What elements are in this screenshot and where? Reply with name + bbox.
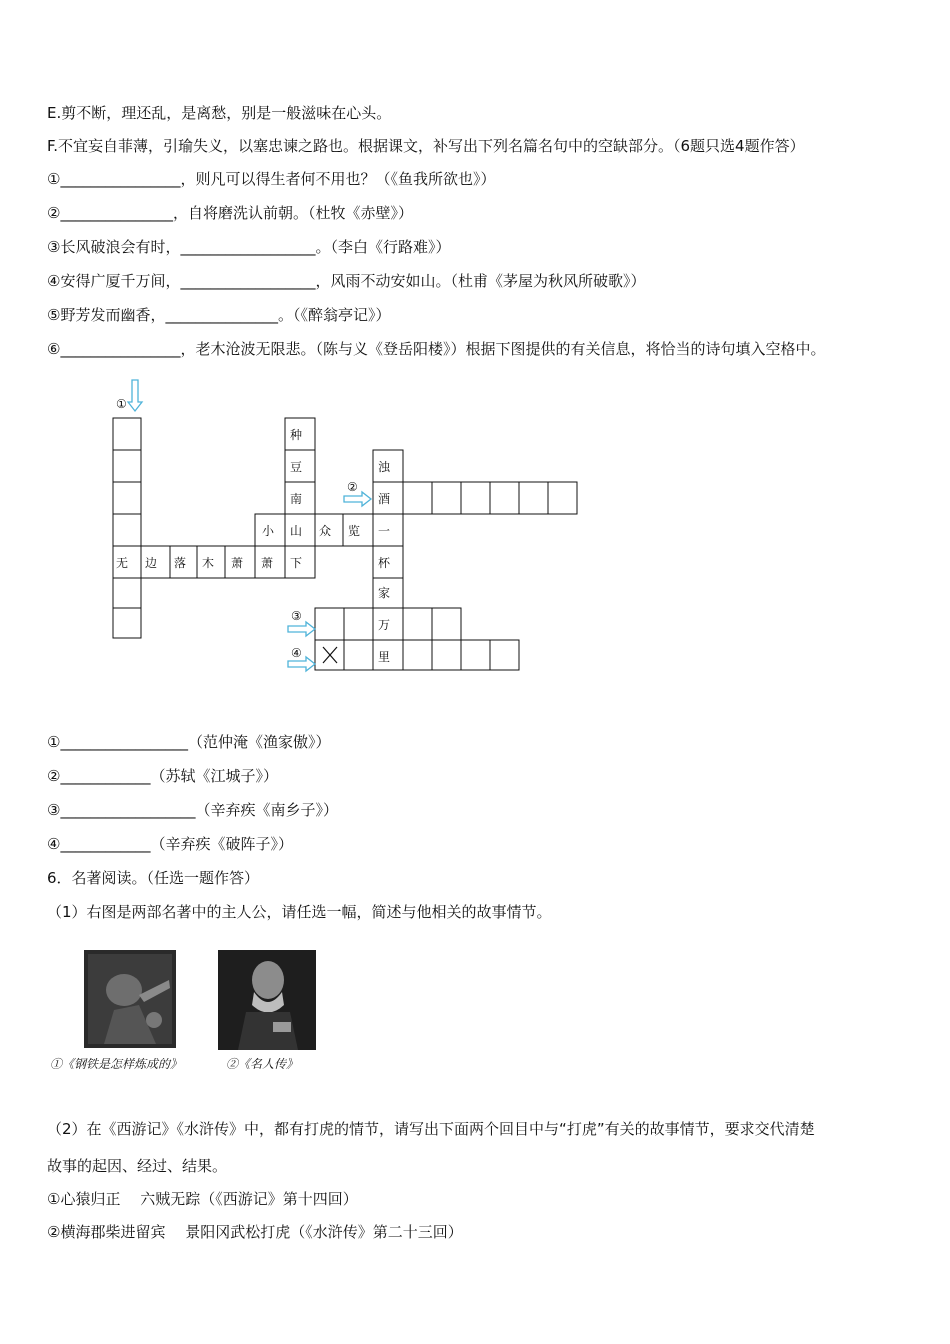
photo-steel	[84, 950, 176, 1048]
answer-1: ①_________________（范仲淹《渔家傲》）	[47, 733, 331, 751]
chapter-2: ②横海郡柴进留宾 景阳冈武松打虎（《水浒传》第二十三回）	[47, 1223, 463, 1241]
line-f: F.不宜妄自菲薄，引瑜失义，以塞忠谏之路也。根据课文，补写出下列名篇名句中的空缺部分。（6题只选4题作答）	[47, 137, 805, 155]
cell-char: 浊	[378, 460, 391, 474]
crossword-cell	[315, 608, 344, 640]
crossword-cell	[490, 640, 519, 670]
crossword-cell	[113, 418, 141, 450]
cell-char: 一	[378, 524, 391, 538]
cell-char: 览	[348, 524, 361, 538]
cell-char: 边	[145, 556, 158, 570]
marker-2: ②	[347, 480, 358, 494]
question-4: ④安得广厦千万间，__________________，风雨不动安如山。（杜甫《茅屋为秋风所破歌》）	[47, 272, 646, 290]
marker-4: ④	[291, 646, 302, 660]
crossword-cell	[113, 608, 141, 638]
answer-3: ③__________________（辛弃疾《南乡子》）	[47, 801, 338, 819]
question-5: ⑤野芳发而幽香，_______________。（《醉翁亭记》）	[47, 306, 391, 324]
crossword-puzzle	[90, 378, 590, 678]
question-3: ③长风破浪会有时，__________________。（李白《行路难》）	[47, 238, 451, 256]
photo-caption-1: ①《钢铁是怎样炼成的》	[50, 1057, 183, 1071]
crossword-cell	[113, 482, 141, 514]
crossword-cell	[548, 482, 577, 514]
chapter-1: ①心猿归正 六贼无踪（《西游记》第十四回）	[47, 1190, 358, 1208]
cell-char: 万	[378, 618, 391, 632]
crossword-cell	[432, 640, 461, 670]
cell-char: 酒	[378, 492, 391, 506]
crossword-cell	[461, 482, 490, 514]
cell-char: 豆	[290, 460, 303, 474]
section-6-title: 6．名著阅读。（任选一题作答）	[47, 869, 260, 887]
photo-famous	[218, 950, 316, 1050]
crossword-cell	[344, 608, 373, 640]
cell-char: 无	[116, 556, 129, 570]
crossword-cell	[432, 608, 461, 640]
cell-char: 里	[378, 650, 391, 664]
cell-char: 萧	[261, 556, 274, 570]
crossword-cell	[519, 482, 548, 514]
cell-char: 种	[290, 428, 303, 442]
cell-char: 南	[290, 492, 303, 506]
answer-2: ②____________（苏轼《江城子》）	[47, 767, 278, 785]
question-1: ①________________，则凡可以得生者何不用也？（《鱼我所欲也》）	[47, 170, 496, 188]
question-6: ⑥________________，老木沧波无限悲。（陈与义《登岳阳楼》）根据下图提供的有关信息，将恰当的诗句填入空格中。	[47, 340, 826, 358]
crossword-cell	[403, 640, 432, 670]
cross-mark-icon	[323, 647, 337, 663]
photo-caption-2: ②《名人传》	[226, 1057, 299, 1071]
line-e: E.剪不断，理还乱，是离愁，别是一般滋味在心头。	[47, 104, 392, 122]
cell-char: 木	[202, 556, 215, 570]
crossword-cell	[403, 608, 432, 640]
section-6-question-2-cont: 故事的起因、经过、结果。	[47, 1157, 228, 1175]
crossword-cell	[461, 640, 490, 670]
answer-4: ④____________（辛弃疾《破阵子》）	[47, 835, 293, 853]
cell-char: 山	[290, 524, 303, 538]
arrow-right-icon	[344, 492, 371, 506]
crossword-cell	[344, 640, 373, 670]
arrow-right-icon	[288, 622, 315, 636]
section-6-question-1: （1）右图是两部名著中的主人公，请任选一幅，简述与他相关的故事情节。	[47, 903, 552, 921]
cell-char: 众	[319, 524, 332, 538]
crossword-cell	[432, 482, 461, 514]
cell-char: 萧	[231, 556, 244, 570]
cell-char: 杯	[378, 556, 391, 570]
cell-char: 落	[174, 556, 187, 570]
cell-char: 家	[378, 586, 391, 600]
crossword-cell	[113, 450, 141, 482]
marker-3: ③	[291, 609, 302, 623]
marker-1: ①	[116, 397, 127, 411]
crossword-cell	[113, 578, 141, 608]
crossword-cell	[403, 482, 432, 514]
cell-char: 小	[262, 524, 275, 538]
arrow-down-icon	[128, 380, 142, 411]
crossword-cell	[113, 514, 141, 546]
crossword-cell	[490, 482, 519, 514]
section-6-question-2: （2）在《西游记》《水浒传》中，都有打虎的情节，请写出下面两个回目中与“打虎”有关的故事情节，要求交代清楚	[47, 1120, 815, 1138]
question-2: ②_______________，自将磨洗认前朝。（杜牧《赤壁》）	[47, 204, 413, 222]
cell-char: 下	[290, 556, 303, 570]
